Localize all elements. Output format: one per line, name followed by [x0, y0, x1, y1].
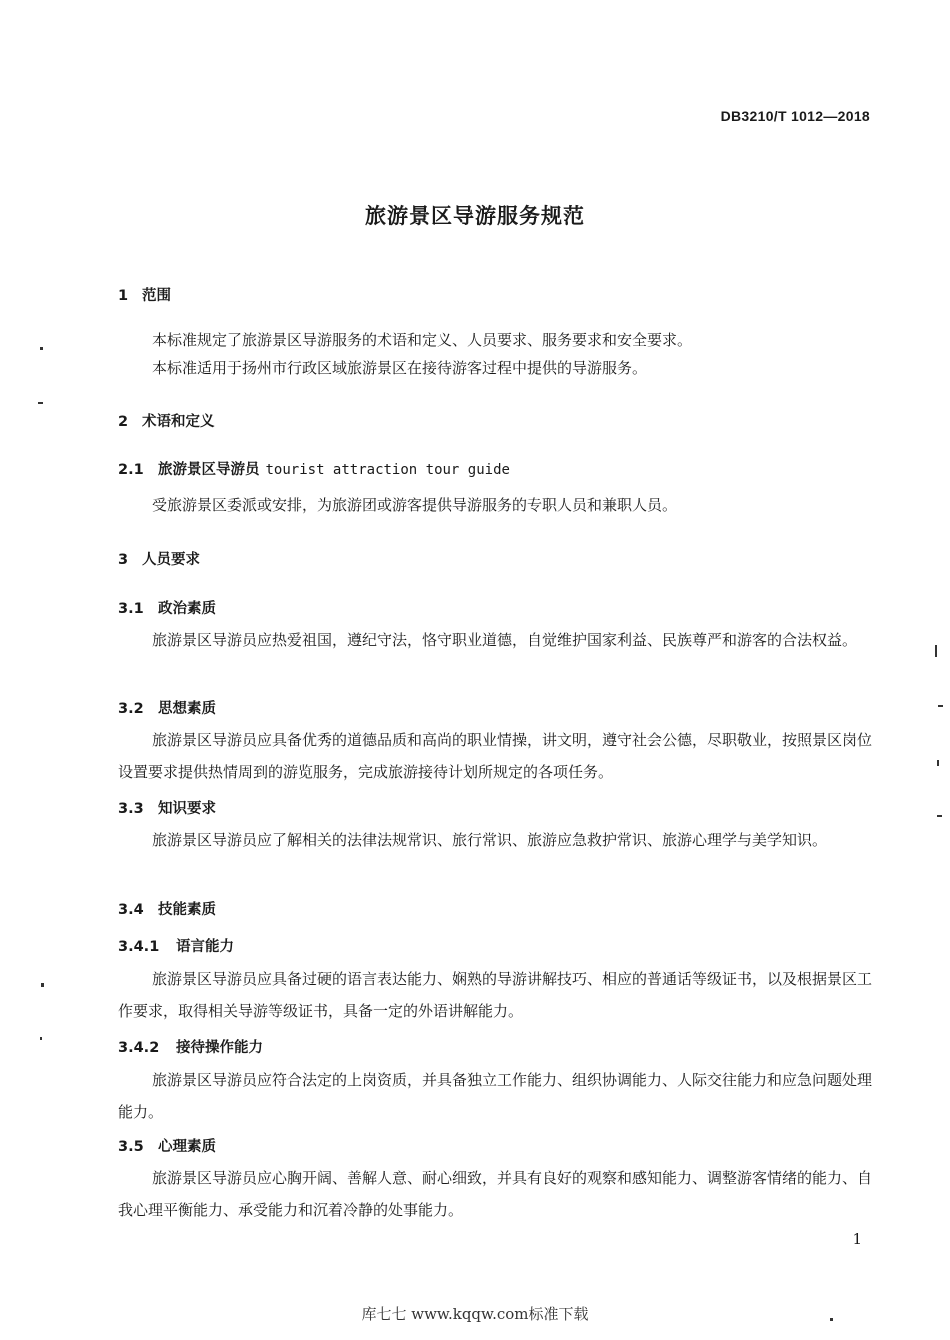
- section-3-4-1-paragraph: 旅游景区导游员应具备过硬的语言表达能力、娴熟的导游讲解技巧、相应的普通话等级证书，以及根据景区工作要求，取得相关导游等级证书，具备一定的外语讲解能力。: [118, 970, 873, 1020]
- section-2-1-paragraph: 受旅游景区委派或安排，为旅游团或游客提供导游服务的专职人员和兼职人员。: [152, 496, 678, 514]
- section-title: 政治素质: [158, 601, 216, 617]
- section-number: 3.5: [118, 1139, 144, 1155]
- section-3-3-heading: [118, 797, 216, 818]
- section-3-4-2-heading: [118, 1036, 263, 1057]
- scan-speck: [935, 645, 937, 657]
- watermark-footer: 库七七 www.kqqw.com标准下载: [361, 1305, 589, 1323]
- section-3-heading: [118, 548, 200, 569]
- section-1-paragraph-2: 本标准适用于扬州市行政区域旅游景区在接待游客过程中提供的导游服务。: [152, 359, 648, 377]
- document-title: 旅游景区导游服务规范: [365, 204, 585, 228]
- scan-speck: [38, 402, 43, 404]
- section-number: 3: [118, 552, 129, 568]
- page-number: 1: [852, 1230, 862, 1248]
- section-title: 范围: [142, 288, 171, 304]
- section-english-term: tourist attraction tour guide: [265, 462, 510, 478]
- scan-speck: [40, 347, 43, 350]
- section-number: 3.3: [118, 801, 144, 817]
- section-number: 3.2: [118, 701, 144, 717]
- section-number: 2: [118, 414, 129, 430]
- section-1-paragraph-1: 本标准规定了旅游景区导游服务的术语和定义、人员要求、服务要求和安全要求。: [152, 331, 693, 349]
- section-1-heading: [118, 284, 171, 305]
- section-2-heading: [118, 410, 215, 431]
- section-title: 术语和定义: [142, 414, 215, 430]
- section-3-5-paragraph: 旅游景区导游员应心胸开阔、善解人意、耐心细致，并具有良好的观察和感知能力、调整游客情绪的能力、自我心理平衡能力、承受能力和沉着冷静的处事能力。: [118, 1169, 873, 1219]
- section-3-4-1-heading: [118, 935, 234, 956]
- section-number: 3.4.2: [118, 1040, 160, 1056]
- section-number: 2.1: [118, 462, 144, 478]
- section-title: 接待操作能力: [176, 1040, 263, 1056]
- section-3-2-paragraph: 旅游景区导游员应具备优秀的道德品质和高尚的职业情操，讲文明，遵守社会公德，尽职敬业，按照景区岗位设置要求提供热情周到的游览服务，完成旅游接待计划所规定的各项任务。: [118, 731, 873, 781]
- section-3-3-paragraph: 旅游景区导游员应了解相关的法律法规常识、旅行常识、旅游应急救护常识、旅游心理学与美学知识。: [152, 831, 828, 849]
- section-number: 3.1: [118, 601, 144, 617]
- section-title: 心理素质: [158, 1139, 216, 1155]
- section-3-1-heading: [118, 597, 216, 618]
- section-3-4-heading: [118, 898, 216, 919]
- section-title: 思想素质: [158, 701, 216, 717]
- scan-speck: [937, 760, 939, 766]
- scan-speck: [830, 1318, 833, 1321]
- section-2-1-heading: [118, 458, 510, 479]
- section-title: 知识要求: [158, 801, 216, 817]
- scan-speck: [40, 1037, 42, 1040]
- section-number: 3.4: [118, 902, 144, 918]
- document-code: DB3210/T 1012—2018: [720, 108, 870, 124]
- section-title: 旅游景区导游员: [158, 462, 260, 478]
- scan-speck: [937, 815, 942, 817]
- scan-speck: [41, 983, 44, 987]
- section-3-2-heading: [118, 697, 216, 718]
- scan-speck: [938, 705, 943, 707]
- section-3-4-2-paragraph: 旅游景区导游员应符合法定的上岗资质，并具备独立工作能力、组织协调能力、人际交往能力和应急问题处理能力。: [118, 1071, 873, 1121]
- section-number: 3.4.1: [118, 939, 160, 955]
- section-title: 语言能力: [176, 939, 234, 955]
- section-title: 技能素质: [158, 902, 216, 918]
- section-3-5-heading: [118, 1135, 216, 1156]
- section-3-1-paragraph: 旅游景区导游员应热爱祖国，遵纪守法，恪守职业道德，自觉维护国家利益、民族尊严和游客的合法权益。: [152, 631, 858, 649]
- section-number: 1: [118, 288, 129, 304]
- section-title: 人员要求: [142, 552, 200, 568]
